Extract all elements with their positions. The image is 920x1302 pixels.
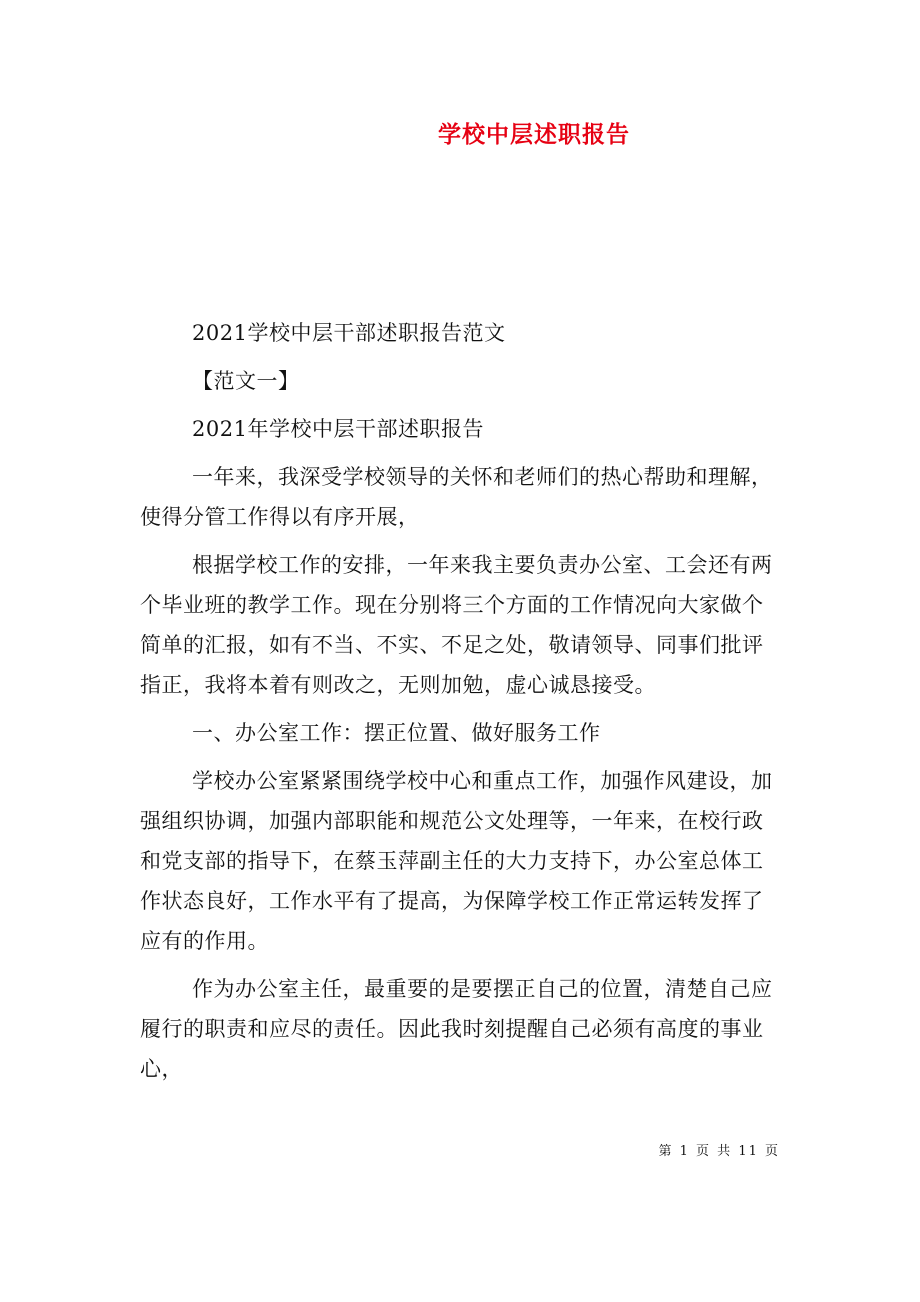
paragraph-subtitle: 2021学校中层干部述职报告范文 (192, 321, 506, 345)
paragraph-sample-label: 【范文一】 (192, 369, 300, 393)
paragraph-responsibilities: 根据学校工作的安排，一年来我主要负责办公室、工会还有两个毕业班的教学工作。现在分别将三个方面的工作情况向大家做个简单的汇报，如有不当、不实、不足之处，敬请领导、同事们批评指正，我将本着有则改之，无则加勉，虚心诚恳接受。 (140, 553, 773, 697)
paragraph-report-heading: 2021年学校中层干部述职报告 (192, 417, 484, 441)
page-footer: 第 1 页 共 11 页 (658, 1144, 780, 1159)
paragraph-office-director: 作为办公室主任，最重要的是要摆正自己的位置，清楚自己应履行的职责和应尽的责任。因此我时刻提醒自己必须有高度的事业心， (140, 977, 773, 1081)
document-body (140, 313, 784, 1089)
document-title: 学校中层述职报告 (438, 121, 630, 148)
section-heading-office: 一、办公室工作：摆正位置、做好服务工作 (192, 721, 601, 745)
paragraph-intro: 一年来，我深受学校领导的关怀和老师们的热心帮助和理解，使得分管工作得以有序开展， (140, 465, 773, 529)
paragraph-office-work: 学校办公室紧紧围绕学校中心和重点工作，加强作风建设，加强组织协调，加强内部职能和规范公文处理等，一年来，在校行政和党支部的指导下，在蔡玉萍副主任的大力支持下，办公室总体工作状态良好，工作水平有了提高，为保障学校工作正常运转发挥了应有的作用。 (140, 769, 773, 953)
